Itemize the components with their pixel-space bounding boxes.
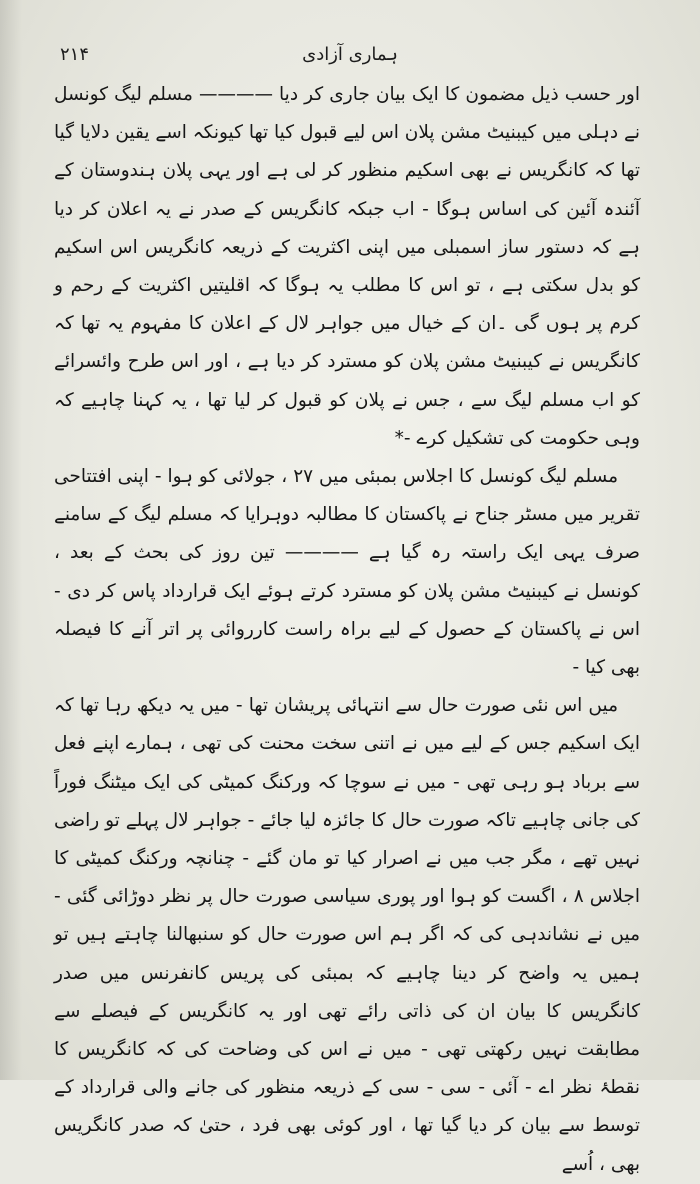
paragraph-1: اور حسب ذیل مضمون کا ایک بیان جاری کر دیا ———— مسلم لیگ کونسل نے دہلی میں کیبنیٹ مشن پلان اس لیے قبول کیا تھا کیونکہ اسے یقین دلایا گیا تھا کہ کانگریس نے بھی اسکیم منظور کر لی ہے اور یہی پلان ہندوستان کے آئندہ آئین کی اساس ہوگا - اب جبکہ کانگریس کے صدر نے یہ اعلان کر دیا ہے کہ دستور ساز اسمبلی میں اپنی اکثریت کے ذریعہ کانگریس اس اسکیم کو بدل سکتی ہے ، تو اس کا مطلب یہ ہوگا کہ اقلیتیں اکثریت کے رحم و کرم پر ہوں گی ۔ان کے خیال میں جواہر لال کے اعلان کا مفہوم یہ تھا کہ کانگریس نے کیبنیٹ مشن پلان کو مسترد کر دیا ہے ، اور اس طرح وائسرائے کو اب مسلم لیگ سے ، جس نے پلان کو قبول کر لیا تھا ، یہ کہنا چاہیے کہ وہی حکومت کی تشکیل کرے -* — [54, 84, 640, 449]
paragraph-3: میں اس نئی صورت حال سے انتہائی پریشان تھا - میں یہ دیکھ رہا تھا کہ ایک اسکیم جس کے لیے میں نے اتنی سخت محنت کی تھی ، ہمارے اپنے فعل سے برباد ہو رہی تھی - میں نے سوچا کہ ورکنگ کمیٹی کی ایک میٹنگ فوراً کی جانی چاہیے تاکہ صورت حال کا جائزہ لیا جائے - جواہر لال پہلے تو راضی نہیں تھے ، مگر جب میں نے اصرار کیا تو مان گئے - چنانچہ ورکنگ کمیٹی کا اجلاس ۸ ، اگست کو ہوا اور پوری سیاسی صورت حال پر نظر دوڑائی گئی - میں نے نشاندہی کی کہ اگر ہم اس صورت حال کو سنبھالنا چاہتے ہیں تو ہمیں یہ واضح کر دینا چاہیے کہ بمبئی کی پریس کانفرنس میں صدر کانگریس کا بیان ان کی ذاتی رائے تھی اور یہ کانگریس کے فیصلے سے مطابقت نہیں رکھتی تھی - میں نے اس کی وضاحت کی کہ کانگریس کا نقطۂ نظر اے - آئی - سی - سی کے ذریعہ منظور کی جانے والی قرارداد کے توسط سے بیان کر دیا گیا تھا ، اور کوئی بھی فرد ، حتیٰ کہ صدر کانگریس بھی ، اُسے — [54, 695, 641, 1175]
page-number: ۲۱۴ — [60, 44, 90, 65]
running-title: ہماری آزادی — [302, 44, 398, 65]
page-fold-shadow — [0, 0, 22, 1080]
paragraph-2: مسلم لیگ کونسل کا اجلاس بمبئی میں ۲۷ ، جولائی کو ہوا - اپنی افتتاحی تقریر میں مسٹر جناح نے پاکستان کا مطالبہ دوہرایا کہ مسلم لیگ کے سامنے صرف یہی ایک راستہ رہ گیا ہے ———— تین روز کی بحث کے بعد ، کونسل نے کیبنیٹ مشن پلان کو مسترد کرتے ہوئے ایک قرارداد پاس کر دی - اس نے پاکستان کے حصول کے لیے براہ راست کارروائی پر اتر آنے کا فیصلہ بھی کیا - — [54, 466, 640, 679]
body-text — [54, 76, 640, 1184]
